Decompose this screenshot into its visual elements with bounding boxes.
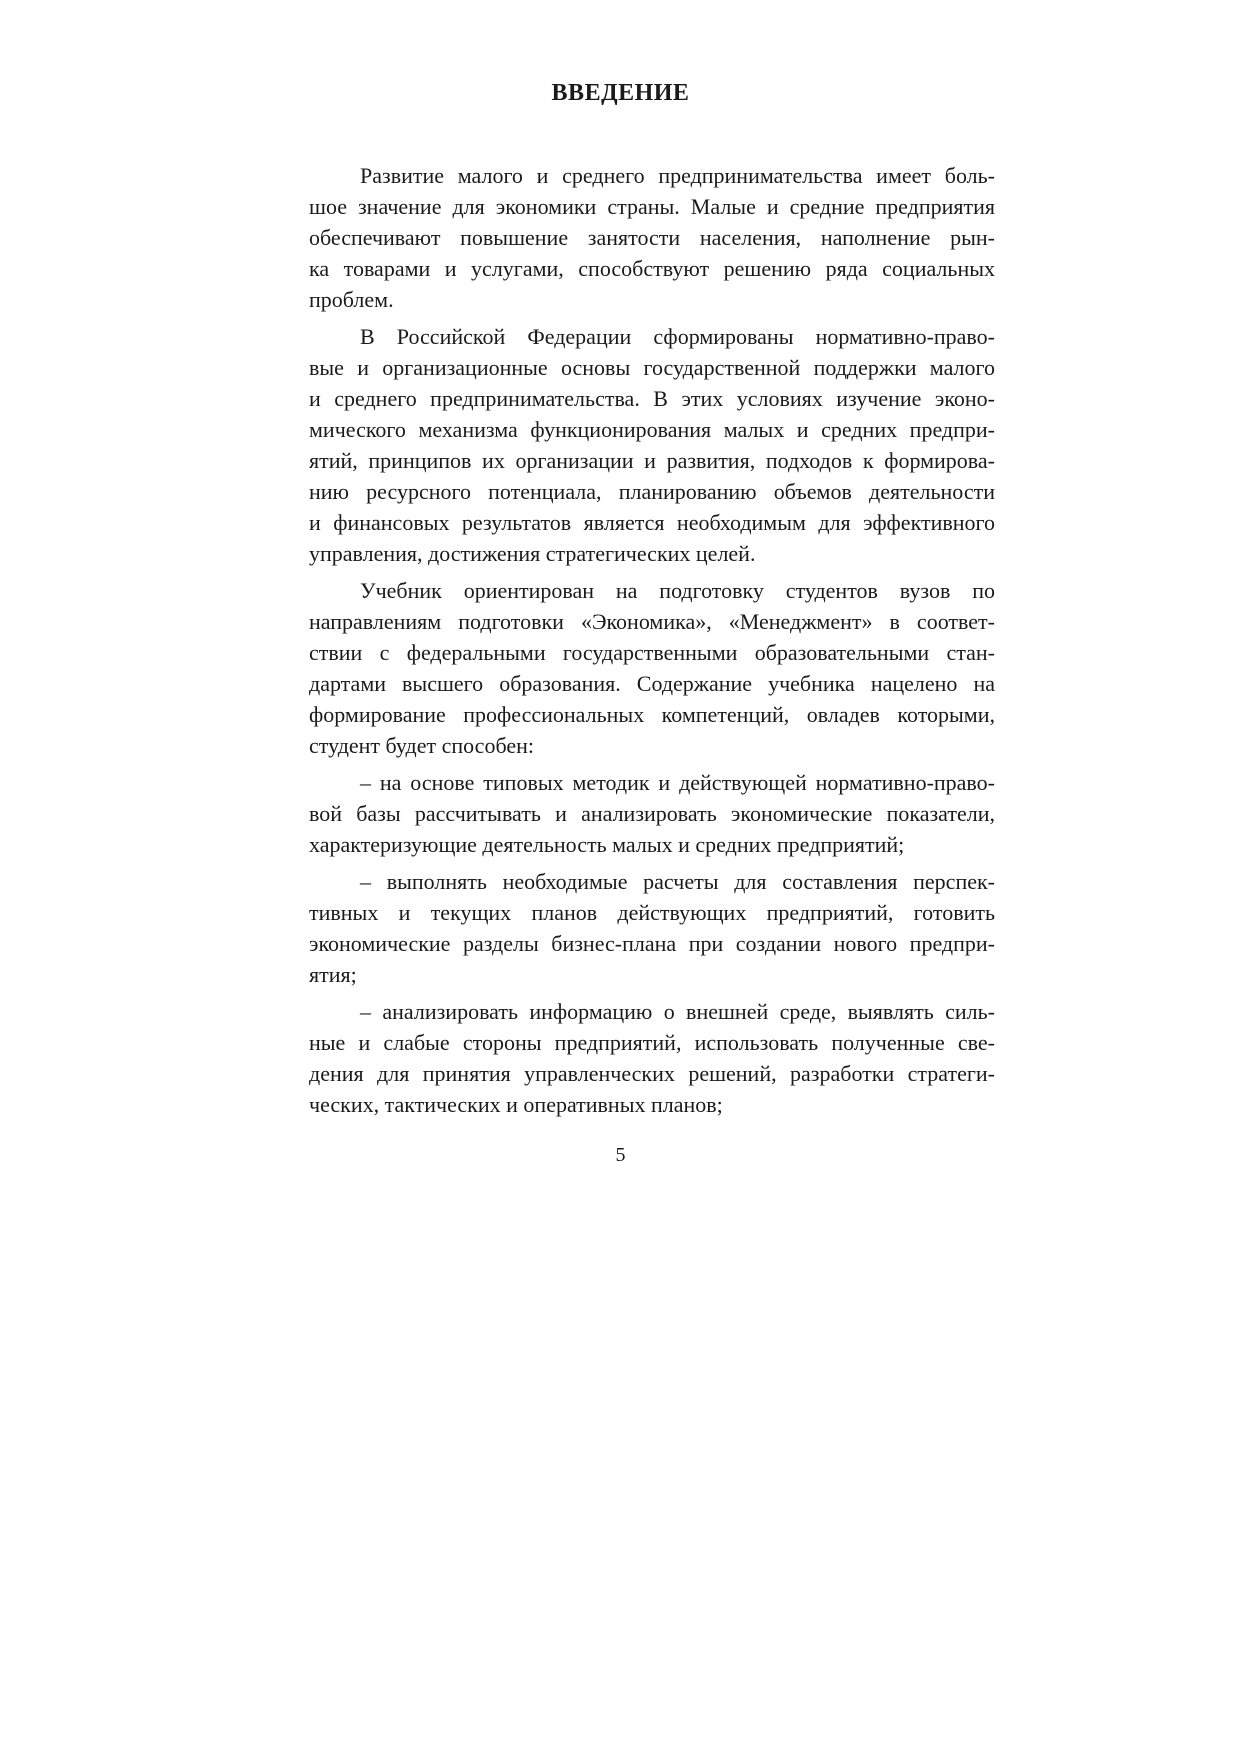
text-line: характеризующие деятельность малых и средних предприятий; (309, 832, 905, 857)
text-line: и среднего предпринимательства. В этих условиях изучение эконо- (309, 386, 995, 411)
body-text (309, 160, 995, 1126)
paragraph-federation (309, 321, 995, 569)
text-line: направлениям подготовки «Экономика», «Менеджмент» в соответ- (309, 609, 995, 634)
text-line: – анализировать информацию о внешней среде, выявлять силь- (360, 999, 995, 1024)
text-line: проблем. (309, 287, 394, 312)
text-line: ные и слабые стороны предприятий, использовать полученные све- (309, 1030, 995, 1055)
text-line: обеспечивают повышение занятости населения, наполнение рын- (309, 225, 995, 250)
text-line: дартами высшего образования. Содержание учебника нацелено на (309, 671, 995, 696)
page-number: 5 (615, 1144, 626, 1166)
text-line: вые и организационные основы государственной поддержки малого (309, 355, 995, 380)
paragraph-textbook (309, 575, 995, 761)
text-line: шое значение для экономики страны. Малые и средние предприятия (309, 194, 995, 219)
text-line: ствии с федеральными государственными образовательными стан- (309, 640, 995, 665)
text-line: мического механизма функционирования малых и средних предпри- (309, 417, 995, 442)
text-line: – выполнять необходимые расчеты для составления перспек- (360, 869, 995, 894)
text-line: студент будет способен: (309, 733, 534, 758)
text-line: экономические разделы бизнес-плана при создании нового предпри- (309, 931, 995, 956)
list-item-methods (309, 767, 995, 860)
text-line: вой базы рассчитывать и анализировать экономические показатели, (309, 801, 995, 826)
text-line: дения для принятия управленческих решений, разработки стратеги- (309, 1061, 995, 1086)
text-line: тивных и текущих планов действующих предприятий, готовить (309, 900, 995, 925)
list-item-analysis (309, 996, 995, 1120)
text-line: В Российской Федерации сформированы нормативно-право- (360, 324, 995, 349)
text-line: ческих, тактических и оперативных планов; (309, 1092, 723, 1117)
text-line: Учебник ориентирован на подготовку студентов вузов по (360, 578, 995, 603)
text-line: – на основе типовых методик и действующей нормативно-право- (360, 770, 995, 795)
text-line: ятия; (309, 962, 357, 987)
text-line: управления, достижения стратегических целей. (309, 541, 756, 566)
page-title: ВВЕДЕНИЕ (551, 80, 690, 106)
text-line: формирование профессиональных компетенций, овладев которыми, (309, 702, 995, 727)
text-line: нию ресурсного потенциала, планированию объемов деятельности (309, 479, 995, 504)
text-line: ка товарами и услугами, способствуют решению ряда социальных (309, 256, 995, 281)
text-line: Развитие малого и среднего предпринимательства имеет боль- (360, 163, 995, 188)
text-line: и финансовых результатов является необходимым для эффективного (309, 510, 995, 535)
paragraph-intro (309, 160, 995, 315)
list-item-plans (309, 866, 995, 990)
text-line: ятий, принципов их организации и развития, подходов к формирова- (309, 448, 995, 473)
